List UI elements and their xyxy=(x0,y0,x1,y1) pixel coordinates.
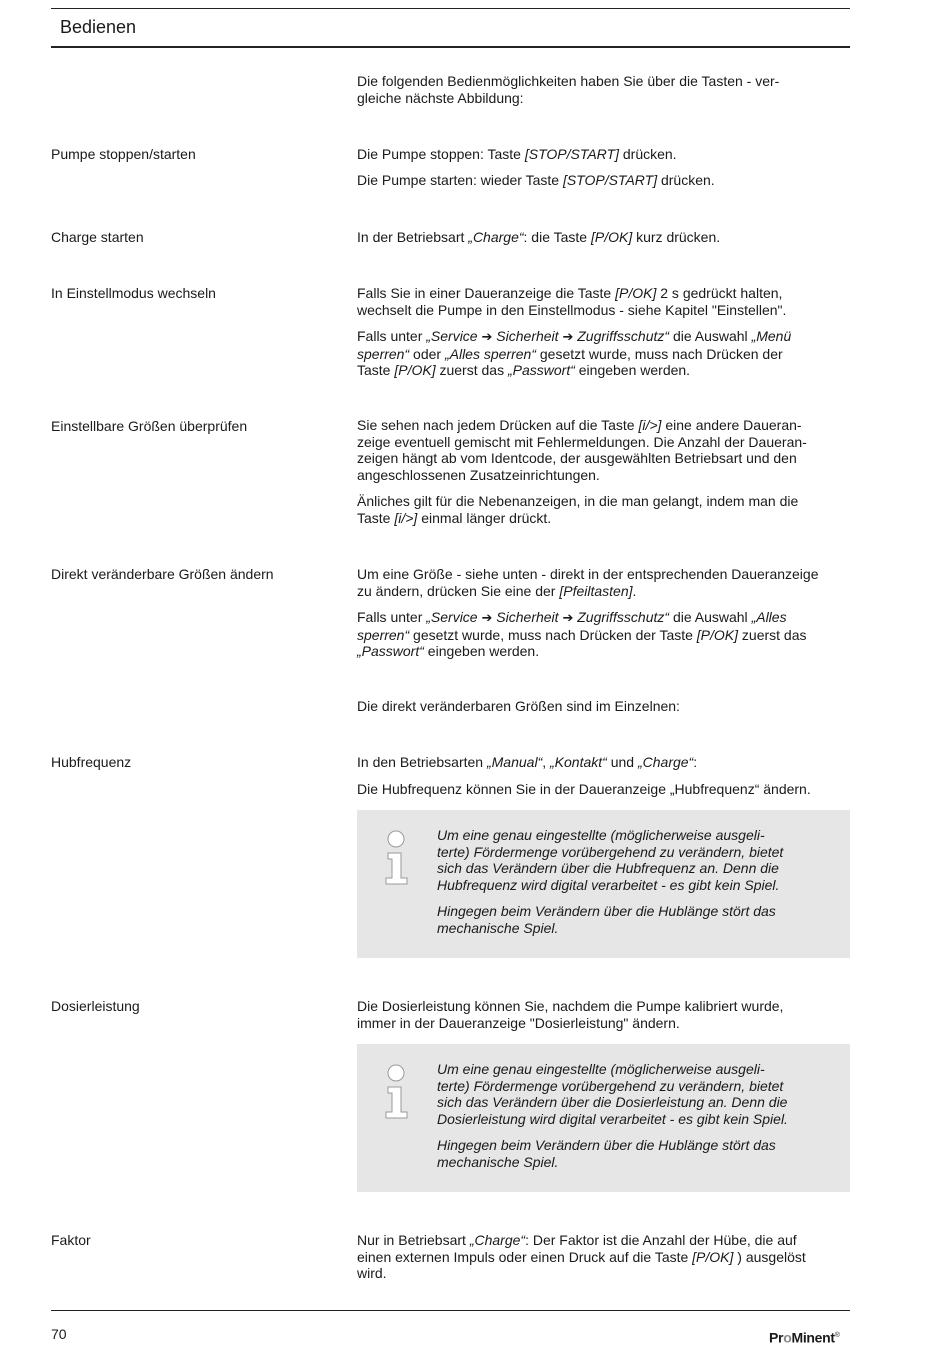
hubfrequenz-text-2: Die Hubfrequenz können Sie in der Daueranzeige „Hubfrequenz“ ändern. xyxy=(357,781,811,797)
arrow-right-icon: ➔ xyxy=(562,610,574,625)
top-rule xyxy=(51,8,850,9)
pok-key: [P/OK] xyxy=(590,229,633,245)
stop-start-key: [STOP/START] xyxy=(524,146,619,162)
info-key: [i/>] xyxy=(394,509,418,526)
pumpe-stop-text: Die Pumpe stoppen: Taste [STOP/START] drücken. xyxy=(357,146,677,162)
section-label-dosierleistung: Dosierleistung xyxy=(51,998,140,1014)
footer-rule xyxy=(51,1310,850,1311)
einstellbare-text-1: Sie sehen nach jedem Drücken auf die Taste [i/>] eine andere Daueran- zeige eventuell gemischt mit Fehlermeldungen. Die Anzahl der Daueran- zeigen hängt ab vom Identcode, der ausgewählten Betriebsart und den angeschlossenen Zusatzeinrichtungen. xyxy=(357,417,807,483)
direkt-summary: Die direkt veränderbaren Größen sind im Einzelnen: xyxy=(357,698,680,714)
pok-key: [P/OK] xyxy=(615,285,657,301)
pok-key: [P/OK] xyxy=(696,626,739,643)
section-label-charge: Charge starten xyxy=(51,229,144,245)
arrow-right-icon: ➔ xyxy=(481,329,493,344)
section-label-pumpe: Pumpe stoppen/starten xyxy=(51,146,196,162)
charge-starten-text: In der Betriebsart „Charge“: die Taste [P/OK] kurz drücken. xyxy=(357,229,721,245)
note-text-1: Um eine genau eingestellte (möglicherweise ausgeli- terte) Fördermenge vorübergehend zu verändern, bietet sich das Verändern über die Dosierleistung an. Denn die Dosierleistung wird digital verarbeitet - es gibt kein Spiel. xyxy=(437,1061,788,1127)
faktor-text: Nur in Betriebsart „Charge“: Der Faktor ist die Anzahl der Hübe, die auf einen externen Impuls oder einen Druck auf die Taste [P/OK] ) ausgelöst wird. xyxy=(357,1232,806,1281)
pok-key: [P/OK] xyxy=(394,362,436,378)
prominent-logo: ProMinent® xyxy=(769,1329,840,1346)
pumpe-start-text: Die Pumpe starten: wieder Taste [STOP/START] drücken. xyxy=(357,172,715,188)
direkt-text-2: Falls unter „Service ➔ Sicherheit ➔ Zugriffsschutz“ die Auswahl „Alles sperren“ gesetzt wurde, muss nach Drücken der Taste [P/OK] zuerst das „Passwort“ eingeben werden. xyxy=(357,609,807,659)
info-note-dosierleistung xyxy=(357,1044,850,1192)
arrow-keys: [Pfeiltasten] xyxy=(559,582,633,599)
hubfrequenz-text-1: In den Betriebsarten „Manual“, „Kontakt“ und „Charge“: xyxy=(357,754,698,770)
stop-start-key: [STOP/START] xyxy=(562,172,658,188)
einstellmodus-text-1: Falls Sie in einer Daueranzeige die Taste [P/OK] 2 s gedrückt halten, wechselt die Pumpe in den Einstellmodus - siehe Kapitel "Einstellen". xyxy=(357,285,787,318)
page-title: Bedienen xyxy=(60,17,137,37)
section-label-einstellmodus: In Einstellmodus wechseln xyxy=(51,285,216,301)
einstellmodus-text-2: Falls unter „Service ➔ Sicherheit ➔ Zugriffsschutz“ die Auswahl „Menü sperren“ oder „Alles sperren“ gesetzt wurde, muss nach Drücken der Taste [P/OK] zuerst das „Passwort“ eingeben werden. xyxy=(357,328,792,378)
intro-text: Die folgenden Bedienmöglichkeiten haben Sie über die Tasten - ver- gleiche nächste Abbildung: xyxy=(357,73,780,106)
note-text-2: Hingegen beim Verändern über die Hublänge stört das mechanische Spiel. xyxy=(437,903,776,936)
dosierleistung-text: Die Dosierleistung können Sie, nachdem die Pumpe kalibriert wurde, immer in der Daueranzeige "Dosierleistung" ändern. xyxy=(357,998,784,1031)
arrow-right-icon: ➔ xyxy=(562,329,574,344)
section-label-direkt: Direkt veränderbare Größen ändern xyxy=(51,566,274,582)
section-label-faktor: Faktor xyxy=(51,1232,91,1248)
section-label-einstellbare: Einstellbare Größen überprüfen xyxy=(51,418,248,434)
info-key: [i/>] xyxy=(638,417,662,433)
info-icon xyxy=(379,1062,415,1122)
section-label-hubfrequenz: Hubfrequenz xyxy=(51,754,132,770)
page-number: 70 xyxy=(51,1326,67,1342)
note-text-2: Hingegen beim Verändern über die Hublänge stört das mechanische Spiel. xyxy=(437,1137,776,1170)
einstellbare-text-2: Änliches gilt für die Nebenanzeigen, in die man gelangt, indem man die Taste [i/>] einmal länger drückt. xyxy=(357,493,799,526)
note-text-1: Um eine genau eingestellte (möglicherweise ausgeli- terte) Fördermenge vorübergehend zu verändern, bietet sich das Verändern über die Hubfrequenz an. Denn die Hubfrequenz wird digital verarbeitet - es gibt kein Spiel. xyxy=(437,827,784,893)
info-icon xyxy=(379,828,415,888)
pok-key: [P/OK] xyxy=(692,1248,734,1265)
title-rule xyxy=(51,46,850,48)
direkt-text-1: Um eine Größe - siehe unten - direkt in der entsprechenden Daueranzeige zu ändern, drücken Sie eine der [Pfeiltasten]. xyxy=(357,566,819,599)
arrow-right-icon: ➔ xyxy=(481,610,493,625)
info-note-hubfrequenz xyxy=(357,810,850,958)
